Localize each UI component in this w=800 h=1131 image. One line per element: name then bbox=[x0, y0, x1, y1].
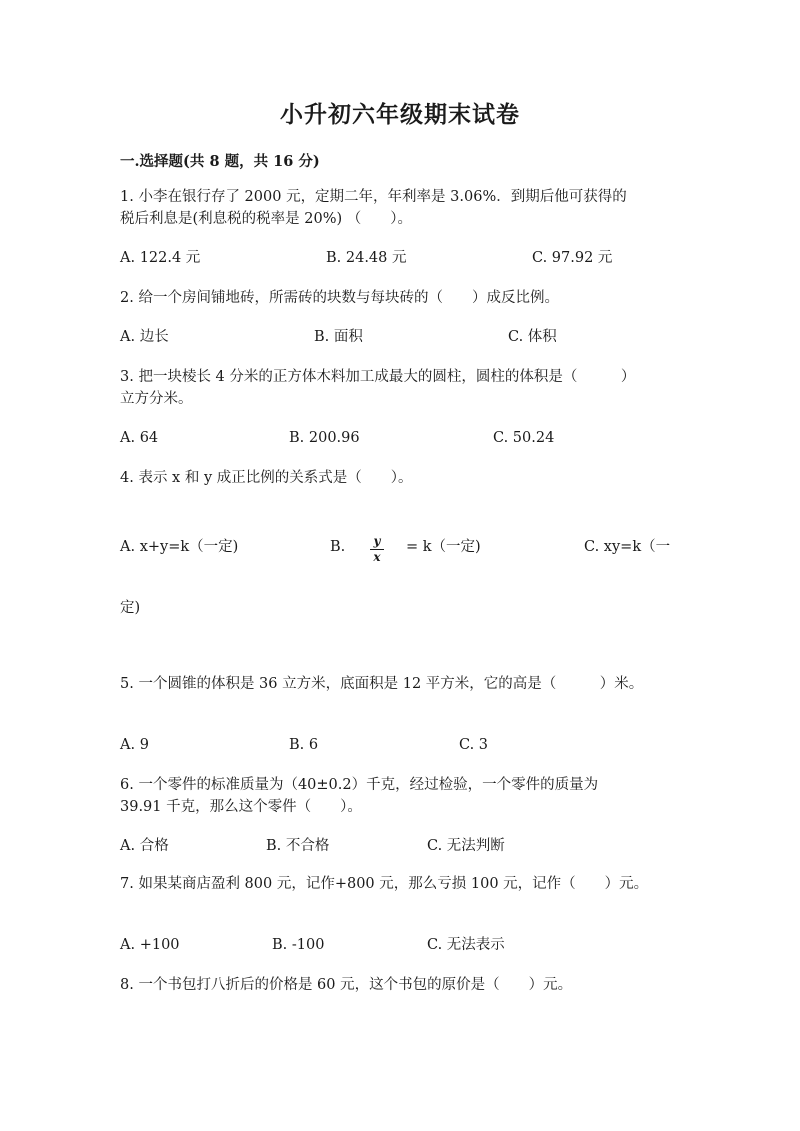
question-7-option-c: C. 无法表示 bbox=[427, 937, 505, 953]
question-6 bbox=[120, 774, 680, 818]
question-7 bbox=[120, 873, 680, 895]
question-4-option-c: C. xy=k（一 bbox=[584, 539, 671, 555]
question-3 bbox=[120, 366, 680, 410]
question-5-option-c: C. 3 bbox=[459, 737, 489, 753]
question-4 bbox=[120, 467, 680, 489]
question-3-option-c: C. 50.24 bbox=[493, 430, 555, 446]
question-1-line-1: 1. 小李在银行存了 2000 元，定期二年，年利率是 3.06%．到期后他可获得的 bbox=[120, 189, 627, 205]
question-4-line-1: 4. 表示 x 和 y 成正比例的关系式是（ ）。 bbox=[120, 470, 413, 486]
question-1-option-b: B. 24.48 元 bbox=[326, 250, 407, 266]
question-6-line-2: 39.91 千克，那么这个零件（ ）。 bbox=[120, 799, 362, 815]
question-7-line-1: 7. 如果某商店盈利 800 元，记作+800 元，那么亏损 100 元，记作（ ）元。 bbox=[120, 876, 649, 892]
question-4-fraction bbox=[370, 535, 384, 564]
question-8 bbox=[120, 974, 680, 996]
question-2 bbox=[120, 287, 680, 309]
question-4-option-c-continued: 定) bbox=[120, 600, 141, 616]
question-1 bbox=[120, 186, 680, 230]
question-4-option-b-expression: = k（一定) bbox=[406, 539, 481, 555]
question-1-option-a: A. 122.4 元 bbox=[120, 250, 201, 266]
question-7-option-a: A. +100 bbox=[120, 937, 180, 953]
question-5-option-a: A. 9 bbox=[120, 737, 149, 753]
question-2-line-1: 2. 给一个房间铺地砖，所需砖的块数与每块砖的（ ）成反比例。 bbox=[120, 290, 559, 306]
question-5 bbox=[120, 673, 680, 695]
question-1-line-2: 税后利息是(利息税的税率是 20%) （ ）。 bbox=[120, 211, 413, 227]
question-3-line-2: 立方分米。 bbox=[120, 391, 193, 407]
exam-title: 小升初六年级期末试卷 bbox=[280, 101, 520, 128]
question-4-option-b-label: B. bbox=[330, 539, 346, 555]
question-1-option-c: C. 97.92 元 bbox=[532, 250, 613, 266]
question-4-option-a: A. x+y=k（一定) bbox=[120, 539, 239, 555]
question-3-line-1: 3. 把一块棱长 4 分米的正方体木料加工成最大的圆柱，圆柱的体积是（ ） bbox=[120, 369, 636, 385]
question-3-option-a: A. 64 bbox=[120, 430, 159, 446]
question-5-line-1: 5. 一个圆锥的体积是 36 立方米，底面积是 12 平方米，它的高是（ ）米。 bbox=[120, 676, 644, 692]
question-2-option-b: B. 面积 bbox=[314, 329, 363, 345]
question-5-option-b: B. 6 bbox=[289, 737, 319, 753]
question-2-option-a: A. 边长 bbox=[120, 329, 169, 345]
fraction-denominator: x bbox=[373, 550, 381, 564]
question-6-option-b: B. 不合格 bbox=[266, 838, 330, 854]
question-7-option-b: B. -100 bbox=[272, 937, 325, 953]
section-heading: 一.选择题(共 8 题，共 16 分) bbox=[120, 153, 320, 170]
question-6-option-c: C. 无法判断 bbox=[427, 838, 505, 854]
question-3-option-b: B. 200.96 bbox=[289, 430, 360, 446]
question-2-option-c: C. 体积 bbox=[508, 329, 557, 345]
fraction-numerator: y bbox=[373, 534, 381, 548]
question-6-line-1: 6. 一个零件的标准质量为（40±0.2）千克，经过检验，一个零件的质量为 bbox=[120, 777, 599, 793]
question-6-option-a: A. 合格 bbox=[120, 838, 169, 854]
question-8-line-1: 8. 一个书包打八折后的价格是 60 元，这个书包的原价是（ ）元。 bbox=[120, 977, 573, 993]
